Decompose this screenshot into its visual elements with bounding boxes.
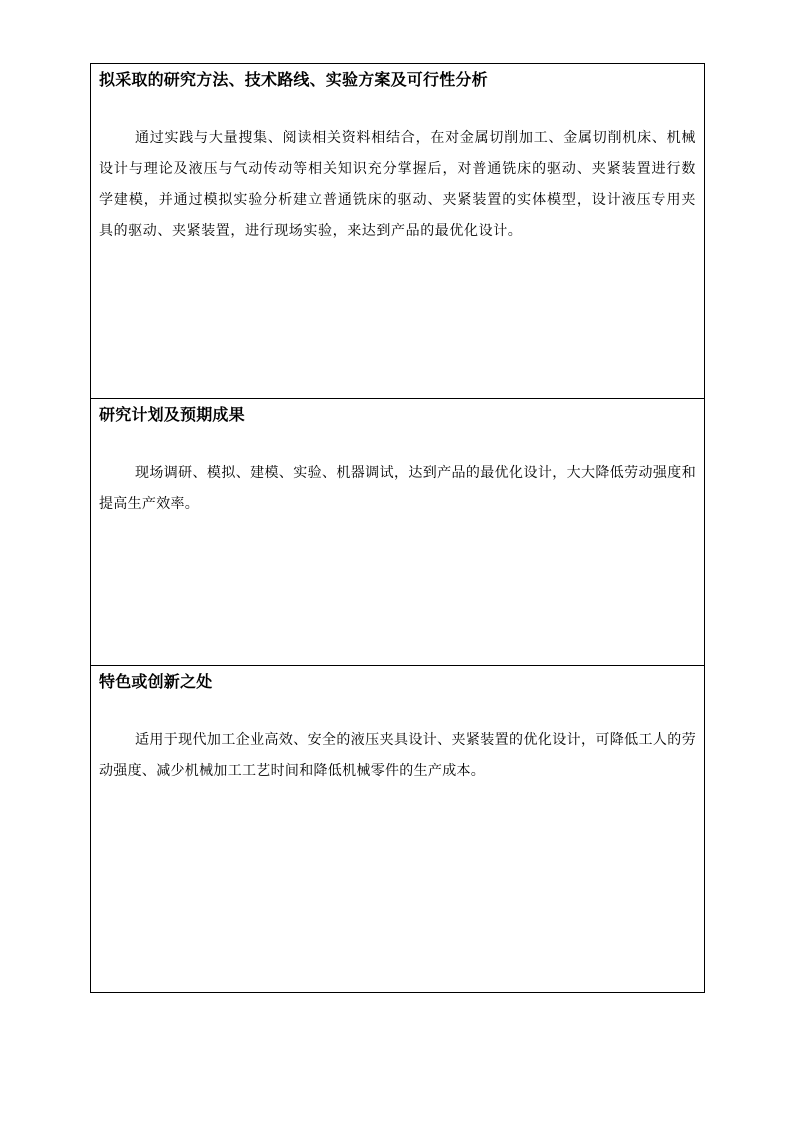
proposal-form-table <box>90 63 705 993</box>
innovation-heading: 特色或创新之处 <box>99 672 213 691</box>
plan-body-text: 现场调研、模拟、建模、实验、机器调试，达到产品的最优化设计，大大降低劳动强度和提高生产效率。 <box>99 465 696 512</box>
methods-heading: 拟采取的研究方法、技术路线、实验方案及可行性分析 <box>99 70 488 89</box>
methods-cell <box>91 64 705 399</box>
plan-cell <box>91 399 705 666</box>
methods-cell-content <box>91 64 704 398</box>
table-row-innovation <box>91 666 705 993</box>
innovation-cell-content <box>91 666 704 992</box>
innovation-cell <box>91 666 705 993</box>
plan-cell-content <box>91 399 704 665</box>
methods-body-text: 通过实践与大量搜集、阅读相关资料相结合，在对金属切削加工、金属切削机床、机械设计与理论及液压与气动传动等相关知识充分掌握后，对普通铣床的驱动、夹紧装置进行数学建模，并通过模拟实验分析建立普通铣床的驱动、夹紧装置的实体模型，设计液压专用夹具的驱动、夹紧装置，进行现场实验，来达到产品的最优化设计。 <box>99 130 696 239</box>
innovation-body-text: 适用于现代加工企业高效、安全的液压夹具设计、夹紧装置的优化设计，可降低工人的劳动强度、减少机械加工工艺时间和降低机械零件的生产成本。 <box>99 732 696 779</box>
table-row-plan <box>91 399 705 666</box>
table-row-methods <box>91 64 705 399</box>
plan-heading: 研究计划及预期成果 <box>99 405 245 424</box>
